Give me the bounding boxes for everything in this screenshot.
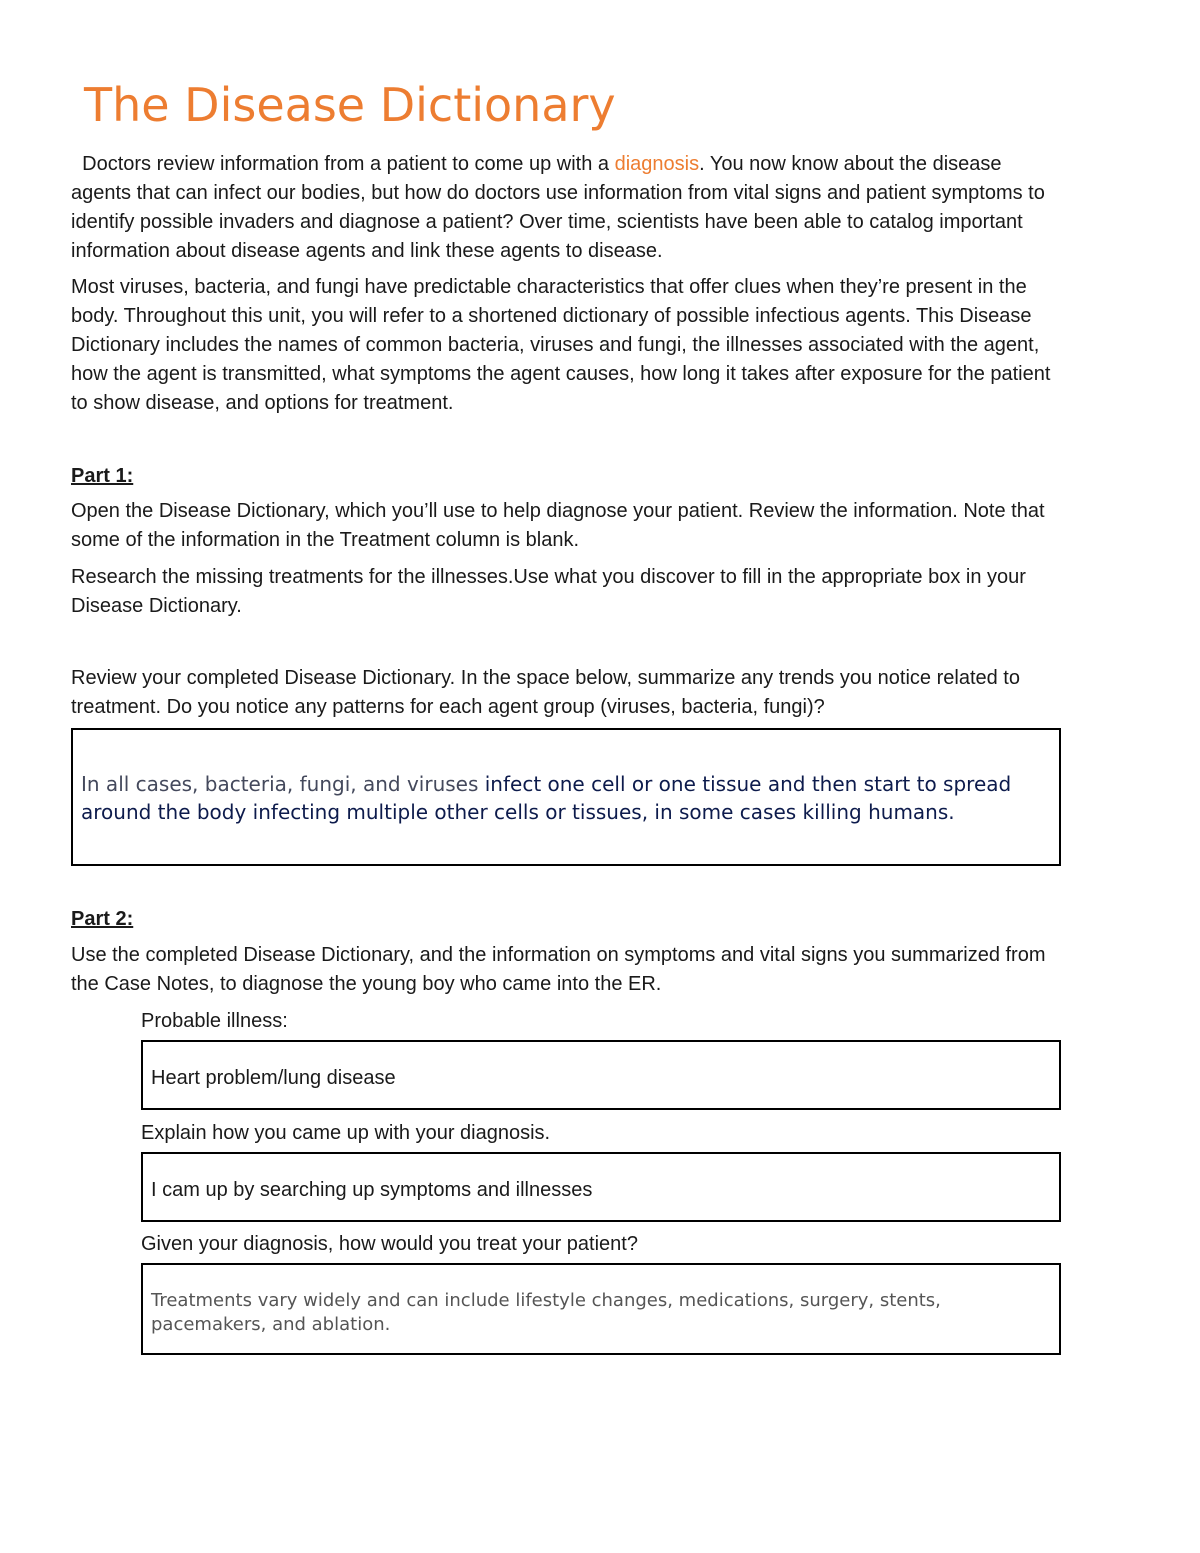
intro-text-start: Doctors review information from a patient to come up with a bbox=[71, 153, 615, 175]
page-title: The Disease Dictionary bbox=[84, 78, 616, 132]
part2-heading: Part 2: bbox=[71, 908, 134, 930]
intro-paragraph bbox=[71, 150, 1061, 266]
trends-answer-box[interactable] bbox=[71, 728, 1061, 866]
trends-answer-lead: In all cases, bacteria, fungi, and viruses bbox=[81, 772, 485, 796]
diagnosis-explanation-label: Explain how you came up with your diagnosis. bbox=[141, 1122, 551, 1144]
treatment-label: Given your diagnosis, how would you treat your patient? bbox=[141, 1233, 638, 1255]
probable-illness-label: Probable illness: bbox=[141, 1010, 288, 1032]
probable-illness-answer[interactable]: Heart problem/lung disease bbox=[151, 1067, 396, 1089]
part1-instructions-2: Research the missing treatments for the illnesses.Use what you discover to fill in the appropriate box in your Disease Dictionary. bbox=[71, 566, 1026, 617]
probable-illness-box[interactable] bbox=[141, 1040, 1061, 1110]
part1-instructions-1: Open the Disease Dictionary, which you’ll use to help diagnose your patient. Review the information. Note that some of the information in the Treatment column is blank. bbox=[71, 500, 1045, 551]
diagnosis-highlight: diagnosis bbox=[614, 153, 700, 175]
diagnosis-explanation-answer[interactable]: I cam up by searching up symptoms and illnesses bbox=[151, 1179, 593, 1201]
characteristics-paragraph: Most viruses, bacteria, and fungi have predictable characteristics that offer clues when they’re present in the body. Throughout this unit, you will refer to a shortened dictionary of possible infectious agents. This Disease Dictionary includes the names of common bacteria, viruses and fungi, the illnesses associated with the agent, how the agent is transmitted, what symptoms the agent causes, how long it takes after exposure for the patient to show disease, and options for treatment. bbox=[71, 276, 1051, 414]
treatment-answer[interactable]: Treatments vary widely and can include lifestyle changes, medications, surgery, stents, pacemakers, and ablation. bbox=[151, 1290, 941, 1335]
trends-answer-rest: infect one cell or one tissue and then start to spread around the body infecting multiple other cells or tissues, in some cases killing humans. bbox=[81, 772, 1012, 824]
part2-instructions: Use the completed Disease Dictionary, and the information on symptoms and vital signs you summarized from the Case Notes, to diagnose the young boy who came into the ER. bbox=[71, 944, 1046, 995]
intro-text-end: . You now know about the disease agents that can infect our bodies, but how do doctors use information from vital signs and patient symptoms to identify possible invaders and diagnose a patient? Over time, scientists have been able to catalog important information about disease agents and link these agents to disease. bbox=[71, 153, 1045, 262]
part1-question: Review your completed Disease Dictionary. In the space below, summarize any trends you notice related to treatment. Do you notice any patterns for each agent group (viruses, bacteria, fungi)? bbox=[71, 667, 1020, 718]
part1-heading: Part 1: bbox=[71, 465, 134, 487]
trends-answer-text[interactable] bbox=[81, 770, 1046, 826]
diagnosis-explanation-box[interactable] bbox=[141, 1152, 1061, 1222]
treatment-box[interactable] bbox=[141, 1263, 1061, 1355]
